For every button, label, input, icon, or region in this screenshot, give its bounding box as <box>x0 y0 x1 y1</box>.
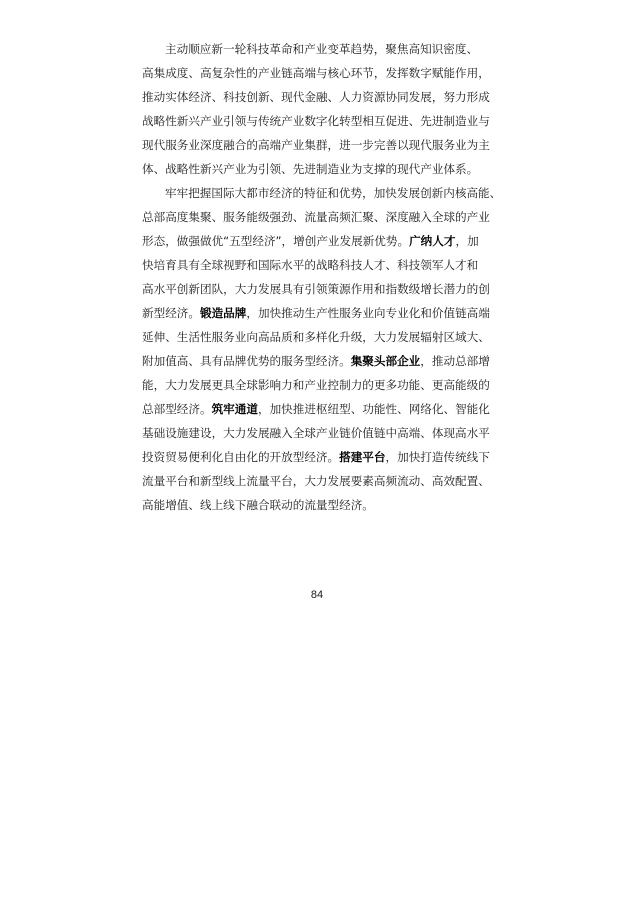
paragraph-2-line-6 <box>142 305 490 321</box>
line-text: ，推动总部增 <box>420 354 490 368</box>
line-text: 新型经济。 <box>142 306 200 320</box>
paragraph-2-line-13: 流量平台和新型线上流量平台，大力发展要素高频流动、高效配置、 <box>142 474 490 488</box>
keyword-headquarters: 集聚头部企业 <box>350 354 421 368</box>
paragraph-1-line-4: 战略性新兴产业引领与传统产业数字化转型相互促进、先进制造业与 <box>142 114 490 128</box>
paragraph-2-line-9: 能，大力发展更具全球影响力和产业控制力的更多功能、更高能级的 <box>142 378 490 392</box>
paragraph-2-line-4: 快培育具有全球视野和国际水平的战略科技人才、科技领军人才和 <box>142 258 479 272</box>
paragraph-2-line-1: 牢牢把握国际大都市经济的特征和优势，加快发展创新内核高能、 <box>165 186 502 200</box>
paragraph-2-line-2: 总部高度集聚、服务能级强劲、流量高频汇聚、深度融入全球的产业 <box>142 210 490 224</box>
paragraph-2-line-10 <box>142 401 490 417</box>
paragraph-2-line-12 <box>142 449 490 465</box>
line-text: ，加快推进枢纽型、功能性、网络化、智能化 <box>257 402 490 416</box>
line-text: ，加快推动生产性服务业向专业化和价值链高端 <box>246 306 490 320</box>
keyword-platform: 搭建平台 <box>339 450 386 464</box>
paragraph-2-line-7: 延伸、生活性服务业向高品质和多样化升级，大力发展辐射区域大、 <box>142 330 490 344</box>
paragraph-2-line-14: 高能增值、线上线下融合联动的流量型经济。 <box>142 498 374 512</box>
paragraph-1-line-3: 推动实体经济、科技创新、现代金融、人力资源协同发展，努力形成 <box>142 90 490 104</box>
line-text: ，加快打造传统线下 <box>385 450 490 464</box>
paragraph-1-line-1: 主动顺应新一轮科技革命和产业变革趋势，聚焦高知识密度、 <box>165 42 479 56</box>
keyword-talent: 广纳人才 <box>409 234 456 248</box>
page-number: 84 <box>310 589 324 601</box>
keyword-brand: 锻造品牌 <box>199 306 247 320</box>
paragraph-2-line-5: 高水平创新团队，大力发展具有引领策源作用和指数级增长潜力的创 <box>142 282 490 296</box>
paragraph-2-line-3 <box>142 233 479 249</box>
line-text: 附加值高、具有品牌优势的服务型经济。 <box>142 354 351 368</box>
line-text: 投资贸易便利化自由化的开放型经济。 <box>142 450 340 464</box>
paragraph-2-line-11: 基础设施建设，大力发展融入全球产业链价值链中高端、体现高水平 <box>142 426 490 440</box>
paragraph-2-line-8 <box>142 353 490 369</box>
line-text: 形态，做强做优“五型经济”，增创产业发展新优势。 <box>142 234 410 248</box>
paragraph-1-line-2: 高集成度、高复杂性的产业链高端与核心环节，发挥数字赋能作用， <box>142 66 490 80</box>
line-text: 总部型经济。 <box>142 402 212 416</box>
paragraph-1-line-6: 体、战略性新兴产业为引领、先进制造业为支撑的现代产业体系。 <box>142 162 479 176</box>
keyword-channel: 筑牢通道 <box>211 402 258 416</box>
paragraph-1-line-5: 现代服务业深度融合的高端产业集群，进一步完善以现代服务业为主 <box>142 138 490 152</box>
line-text: ，加 <box>455 234 479 248</box>
